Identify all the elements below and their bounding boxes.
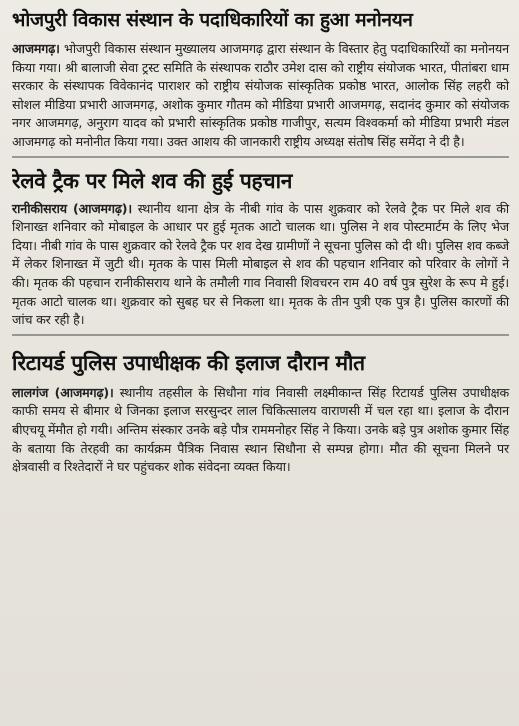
article-nomination xyxy=(12,0,509,158)
dateline: आजमगढ़। xyxy=(12,41,60,56)
article-retired-dsp xyxy=(12,348,509,477)
body-text: स्थानीय तहसील के सिधौना गांव निवासी लक्ष्मीकान्त सिंह रिटायर्ड पुलिस उपाधीक्षक काफी समय से बीमार थे जिनका इलाज सरसुन्दर लाल चिकित्सालय वाराणसी में चल रहा था। इलाज के दौरान बीएचयू मेंमौत हो गयी। अन्तिम संस्कार उनके बड़े पौत्र राममनोहर सिंह ने किया। उनके बड़े पुत्र अशोक कुमार सिंह के बताया कि तेरहवी का कार्यक्रम पैत्रिक निवास स्थान सिधौना से सम्पन्न होगा। मौत की सूचना मिलने पर क्षेत्रवासी व रिश्तेदारों ने घर पहुंचकर शोक संवेदना व्यक्त किया। xyxy=(12,384,510,475)
article-body xyxy=(12,200,509,330)
column-divider xyxy=(12,334,509,336)
dateline: लालगंज (आजमगढ़)। xyxy=(12,384,114,400)
column-divider xyxy=(12,156,509,158)
headline: रिटायर्ड पुलिस उपाधीक्षक की इलाज दौरान मौत xyxy=(12,350,365,375)
headline: भोजपुरी विकास संस्थान के पदाधिकारियों का हुआ मनोनयन xyxy=(12,9,413,31)
headline: रेलवे ट्रैक पर मिले शव की हुई पहचान xyxy=(12,168,293,193)
article-railway-body xyxy=(12,166,509,336)
dateline: रानीकीसराय (आजमगढ़)। xyxy=(12,200,133,216)
body-text: स्थानीय थाना क्षेत्र के नीबी गांव के पास शुक्रवार को रेलवे ट्रैक पर मिले शव की शिनाख्त शनिवार को मोबाइल के आधार पर हुई मृतक आटो चालक था। पुलिस ने शव पोस्टमार्टम के लिए भेज दिया। नीबी गांव के पास शुक्रवार को रेलवे ट्रैक पर शव देख ग्रामीणों ने सूचना पुलिस को दी थी। पुलिस शव कब्जे में लेकर शिनाख्त में जुटी थी। मृतक के पास मिली मोबाइल से शव की पहचान शनिवार को परिवार के लोगों ने की। मृतक की पहचान रानीकीसराय थाने के तमौली गाव निवासी शिवचरन राम 40 वर्ष पुत्र सुरेश के रूप मे हुई। मृतक आटो चालक था। शुक्रवार को सुबह घर से निकला था। मृतक के तीन पुत्री एक पुत्र है। पुलिस कारणों की जांच कर रही है। xyxy=(12,200,509,328)
article-body xyxy=(12,384,509,477)
body-text: भोजपुरी विकास संस्थान मुख्यालय आजमगढ़ द्वारा संस्थान के विस्तार हेतु पदाधिकारियों का मनोनयन किया गया। श्री बालाजी सेवा ट्रस्ट समिति के संस्थापक राठौर उमेश दास को राष्ट्रीय संयोजक भारत, पीतांबरा धाम सरकार के संस्थापक विवेकानंद पाराशर को राष्ट्रीय संयोजक सांस्कृतिक प्रकोष्ठ भारत, आलोक सिंह लहरी को सोशल मीडिया प्रभारी आजमगढ़, अशोक कुमार गौतम को मीडिया प्रभारी आजमगढ़, सदानंद कुमार को संयोजक नगर आजमगढ़, अनुराग यादव को प्रभारी सांस्कृतिक प्रकोष्ठ गाजीपुर, सत्यम विश्वकर्मा को मीडिया प्रभारी मंडल आजमगढ़ को मनोनीत किया गया। उक्त आशय की जानकारी राष्ट्रीय अध्यक्ष संतोष सिंह समेंदा ने दी है। xyxy=(12,41,509,149)
article-body xyxy=(12,40,509,152)
